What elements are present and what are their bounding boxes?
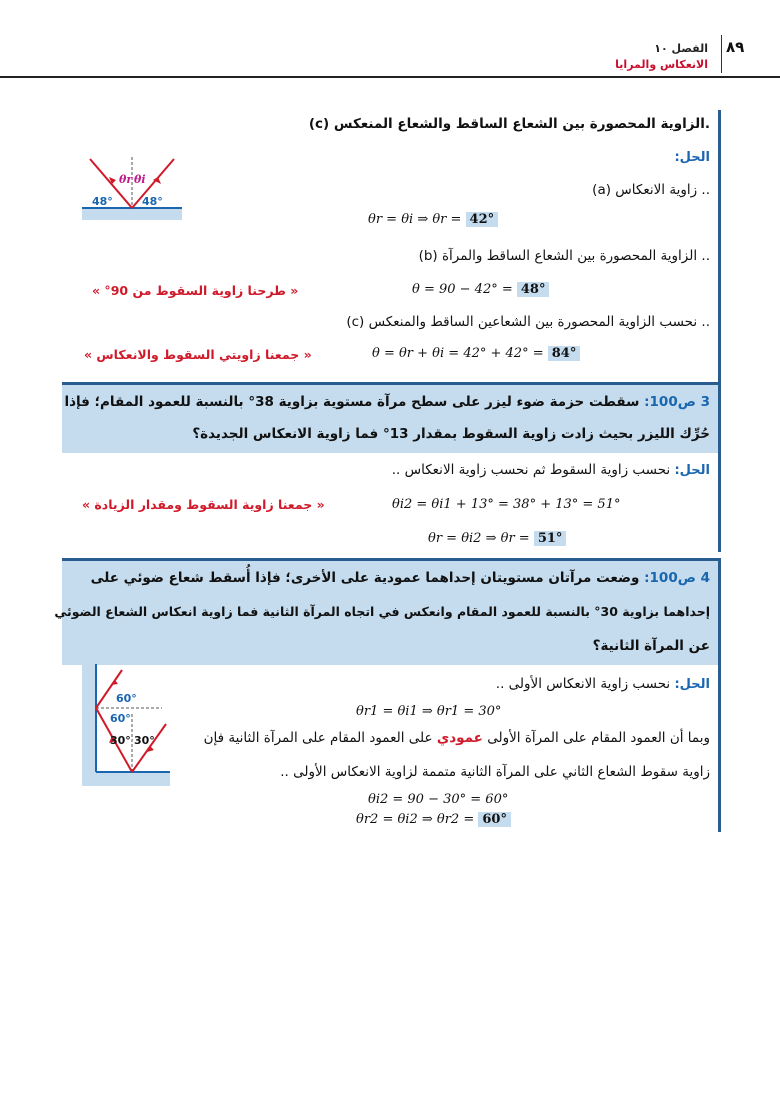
part-c-a-eq-text: θr = θi ⇒ θr =	[368, 212, 462, 227]
reflection-figure	[82, 155, 182, 225]
vertical-mirror-back	[82, 664, 96, 786]
part-c-b-note: « طرحنا زاوية السقوط من 90° »	[92, 283, 299, 298]
part-c-c-note: « جمعنا زاويتي السقوط والانعكاس »	[84, 347, 312, 362]
q3-eq2-result: 51°	[534, 531, 567, 546]
mirror-surface	[82, 208, 182, 220]
part-c-b-text: (b) الزاوية المحصورة بين الشعاع الساقط والمرآة ..	[418, 248, 710, 264]
q4-solution-label: الحل:	[674, 677, 710, 692]
q4-line5: زاوية سقوط الشعاع الثاني على المرآة الثانية متممة لزاوية الانعكاس الأولى ..	[280, 764, 710, 780]
q4-line4	[204, 730, 710, 746]
part-c-c-text: (c) نحسب الزاوية المحصورة بين الشعاعين الساقط والمنعكس ..	[346, 314, 710, 330]
chapter-label: الفصل ١٠	[654, 42, 708, 55]
q3-eq2	[428, 531, 566, 546]
theta-r-label: θr	[119, 173, 133, 186]
q4-line1-text: وضعت مرآتان مستويتان إحداهما عمودية على الأخرى؛ فإذا أُسقط شعاع ضوئي على	[90, 570, 640, 586]
theta-i-label: θi	[134, 173, 146, 186]
q3-solution-line	[392, 462, 710, 478]
part-c-b-result: 48°	[517, 282, 550, 297]
q3-line1	[64, 394, 710, 410]
part-c-a-result: 42°	[466, 212, 499, 227]
left-angle-label: 48°	[92, 195, 113, 208]
q4-eq2: θi2 = 90 − 30° = 60°	[368, 792, 509, 807]
q4-number: 4 ص100:	[644, 570, 710, 586]
page-number: ٨٩	[726, 38, 745, 56]
q3-eq2-text: θr = θi2 ⇒ θr =	[428, 531, 530, 546]
left-bottom-angle-label: 30°	[110, 734, 131, 747]
q3-solution-label: الحل:	[674, 463, 710, 478]
part-c-c-equation	[372, 346, 580, 361]
q4-solution-line	[496, 676, 710, 692]
q4-eq3-text: θr2 = θi2 ⇒ θr2 =	[356, 812, 475, 827]
part-c-question: (c) الزاوية المحصورة بين الشعاع الساقط والشعاع المنعكس.	[308, 116, 710, 132]
header-divider	[721, 35, 722, 73]
q4-line3: عن المرآة الثانية؟	[592, 638, 710, 654]
q3-number: 3 ص100:	[644, 394, 710, 410]
q4-eq3	[356, 812, 511, 827]
section-bar	[718, 110, 721, 382]
part-c-b-equation	[412, 282, 549, 297]
second-reflected-arrow	[111, 680, 118, 685]
q4-eq1: θr1 = θi1 ⇒ θr1 = 30°	[356, 704, 502, 719]
q4-eq3-result: 60°	[478, 812, 511, 827]
q3-solution-text: نحسب زاوية السقوط ثم نحسب زاوية الانعكاس ..	[391, 462, 671, 478]
q3-eq1: θi2 = θi1 + 13° = 38° + 13° = 51°	[392, 497, 621, 512]
q4-line1	[91, 570, 710, 586]
q3-eq1-note: « جمعنا زاوية السقوط ومقدار الزيادة »	[82, 497, 325, 512]
chapter-title: الانعكاس والمرايا	[615, 58, 708, 71]
top-angle-label: 60°	[116, 692, 137, 705]
part-c-c-result: 84°	[548, 346, 581, 361]
q4-line4-red: عمودي	[436, 730, 483, 746]
part-c-solution-label: الحل:	[674, 150, 710, 165]
q4-line4-b: على العمود المقام على المرآة الثانية فإن	[203, 730, 433, 746]
two-mirrors-figure	[82, 664, 170, 794]
q4-line2: إحداهما بزاوية 30° بالنسبة للعمود المقام وانعكس في اتجاه المرآة الثانية فما زاوية انعكاس الشعاع الضوئي	[54, 604, 710, 619]
q4-line4-a: وبما أن العمود المقام على المرآة الأولى	[487, 730, 710, 746]
part-c-a-equation	[368, 212, 498, 227]
part-c-a-text: (a) زاوية الانعكاس ..	[592, 182, 710, 198]
q3-section-bar	[718, 382, 721, 552]
mid-angle-label: 60°	[110, 712, 131, 725]
q4-section-bar	[718, 558, 721, 832]
part-c-b-eq-text: θ = 90 − 42° =	[412, 282, 513, 297]
right-angle-label: 48°	[142, 195, 163, 208]
horizontal-mirror-back	[82, 772, 170, 786]
q3-line2: حُرِّك الليزر بحيث زادت زاوية السقوط بمقدار 13° فما زاوية الانعكاس الجديدة؟	[192, 426, 710, 442]
q3-line1-text: سقطت حزمة ضوء ليزر على سطح مرآة مستوية بزاوية 38° بالنسبة للعمود المقام؛ فإذا	[64, 394, 640, 410]
header-rule	[0, 76, 780, 78]
q4-solution-text: نحسب زاوية الانعكاس الأولى ..	[495, 676, 671, 692]
right-bottom-angle-label: 30°	[134, 734, 155, 747]
part-c-c-eq-text: θ = θr + θi = 42° + 42° =	[372, 346, 544, 361]
